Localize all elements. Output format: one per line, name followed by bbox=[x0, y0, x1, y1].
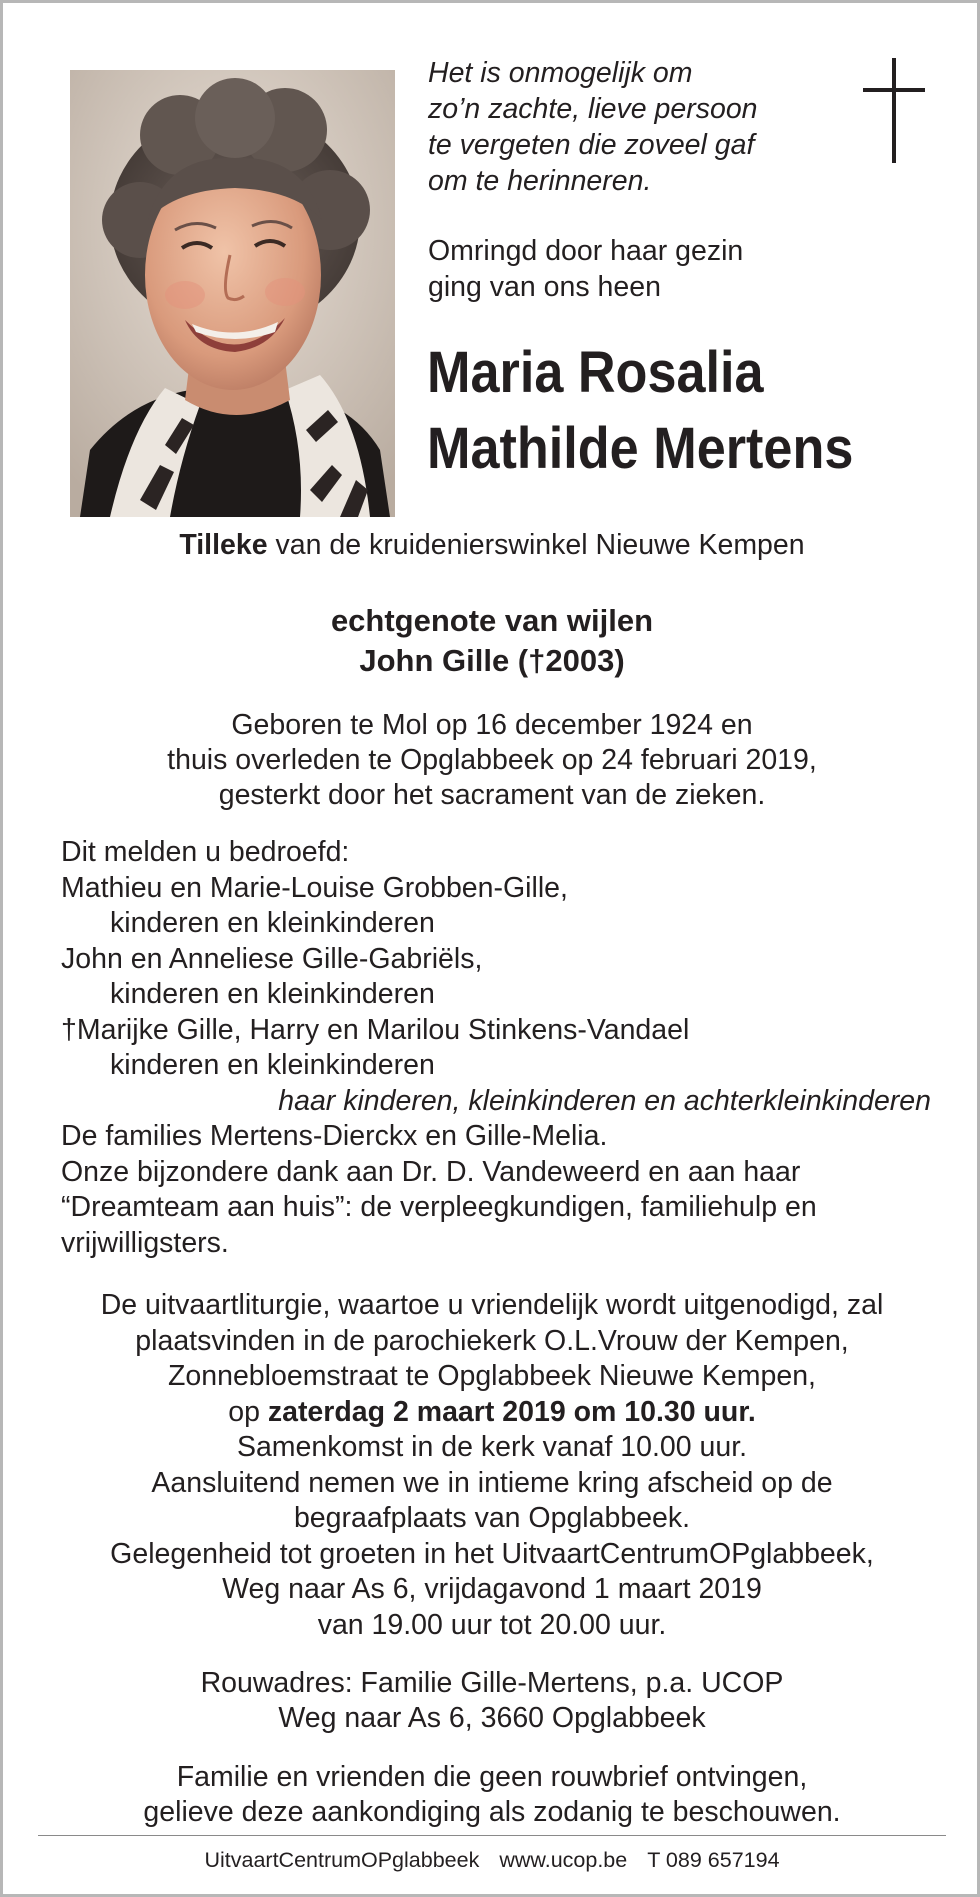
death-line: thuis overleden te Opglabbeek op 24 februari 2019, bbox=[167, 744, 817, 776]
portrait-photo bbox=[70, 70, 395, 517]
address-line: Weg naar As 6, 3660 Opglabbeek bbox=[278, 1702, 706, 1734]
funeral-line: begraafplaats van Opglabbeek. bbox=[293, 1502, 691, 1534]
birth-line: Geboren te Mol op 16 december 1924 en bbox=[231, 709, 753, 741]
poem-line: om te herinneren. bbox=[428, 165, 652, 197]
list-item: †Marijke Gille, Harry en Marilou Stinkens-Vandael bbox=[61, 1013, 690, 1046]
funeral-line: Samenkomst in de kerk vanaf 10.00 uur. bbox=[236, 1431, 748, 1463]
funeral-date: zaterdag 2 maart 2019 om 10.30 uur. bbox=[267, 1395, 756, 1428]
intro-line: Omringd door haar gezin bbox=[428, 235, 744, 267]
notice bbox=[33, 1760, 951, 1830]
birth-death-block bbox=[33, 708, 951, 813]
list-item: “Dreamteam aan huis”: de verpleegkundigen, familiehulp en bbox=[61, 1191, 817, 1223]
footer-website[interactable]: www.ucop.be bbox=[499, 1848, 628, 1872]
mourning-address bbox=[33, 1666, 951, 1736]
footer-divider bbox=[38, 1835, 946, 1836]
list-item: John en Anneliese Gille-Gabriëls, bbox=[61, 942, 483, 975]
footer-company: UitvaartCentrumOPglabbeek bbox=[204, 1848, 480, 1872]
spouse-name: John Gille (†2003) bbox=[359, 643, 625, 678]
list-item: De families Mertens-Dierckx en Gille-Melia. bbox=[61, 1120, 608, 1152]
mourners-heading: Dit melden u bedroefd: bbox=[61, 836, 350, 868]
date-prefix: op bbox=[228, 1395, 268, 1428]
notice-line: gelieve deze aankondiging als zodanig te beschouwen. bbox=[143, 1796, 841, 1828]
list-item: haar kinderen, kleinkinderen en achterkleinkinderen bbox=[278, 1084, 931, 1117]
funeral-line: Weg naar As 6, vrijdagavond 1 maart 2019 bbox=[222, 1573, 762, 1605]
spouse-block bbox=[33, 601, 951, 681]
funeral-line: van 19.00 uur tot 20.00 uur. bbox=[317, 1608, 667, 1641]
intro-text bbox=[428, 233, 908, 305]
funeral-line: De uitvaartliturgie, waartoe u vriendelijk wordt uitgenodigd, zal bbox=[100, 1289, 884, 1321]
name-line: Maria Rosalia bbox=[427, 340, 764, 405]
funeral-line: Zonnebloemstraat te Opglabbeek Nieuwe Kempen, bbox=[168, 1360, 816, 1392]
funeral-line: plaatsvinden in de parochiekerk O.L.Vrouw der Kempen, bbox=[135, 1324, 849, 1357]
list-item: kinderen en kleinkinderen bbox=[110, 1049, 435, 1081]
poem-line: Het is onmogelijk om bbox=[428, 57, 693, 89]
footer bbox=[33, 1845, 951, 1875]
list-item: kinderen en kleinkinderen bbox=[110, 978, 435, 1010]
address-line: Rouwadres: Familie Gille-Mertens, p.a. UCOP bbox=[200, 1667, 784, 1699]
funeral-details bbox=[33, 1288, 951, 1643]
mourners-list bbox=[61, 835, 931, 1261]
notice-line: Familie en vrienden die geen rouwbrief ontvingen, bbox=[176, 1761, 808, 1793]
nickname-line bbox=[33, 528, 951, 563]
nickname: Tilleke bbox=[179, 529, 268, 561]
intro-line: ging van ons heen bbox=[428, 271, 661, 303]
list-item: kinderen en kleinkinderen bbox=[110, 907, 435, 939]
sacrament-line: gesterkt door het sacrament van de zieken. bbox=[218, 779, 766, 811]
cross-icon bbox=[863, 58, 925, 163]
poem-line: te vergeten die zoveel gaf bbox=[428, 129, 755, 161]
poem-line: zo’n zachte, lieve persoon bbox=[428, 93, 758, 125]
list-item: Onze bijzondere dank aan Dr. D. Vandeweerd en aan haar bbox=[61, 1155, 801, 1188]
footer-phone: T 089 657194 bbox=[647, 1848, 780, 1872]
poem bbox=[428, 55, 828, 199]
funeral-line: Aansluitend nemen we in intieme kring afscheid op de bbox=[151, 1466, 833, 1499]
list-item: vrijwilligsters. bbox=[61, 1226, 229, 1259]
name-line: Mathilde Mertens bbox=[427, 416, 854, 481]
list-item: Mathieu en Marie-Louise Grobben-Gille, bbox=[61, 871, 568, 904]
spouse-line: echtgenote van wijlen bbox=[330, 603, 654, 638]
deceased-name bbox=[427, 335, 913, 487]
nickname-description: van de kruidenierswinkel Nieuwe Kempen bbox=[267, 529, 805, 561]
funeral-line: Gelegenheid tot groeten in het UitvaartCentrumOPglabbeek, bbox=[110, 1537, 874, 1570]
portrait-illustration bbox=[70, 70, 395, 517]
funeral-date-line bbox=[33, 1395, 951, 1431]
